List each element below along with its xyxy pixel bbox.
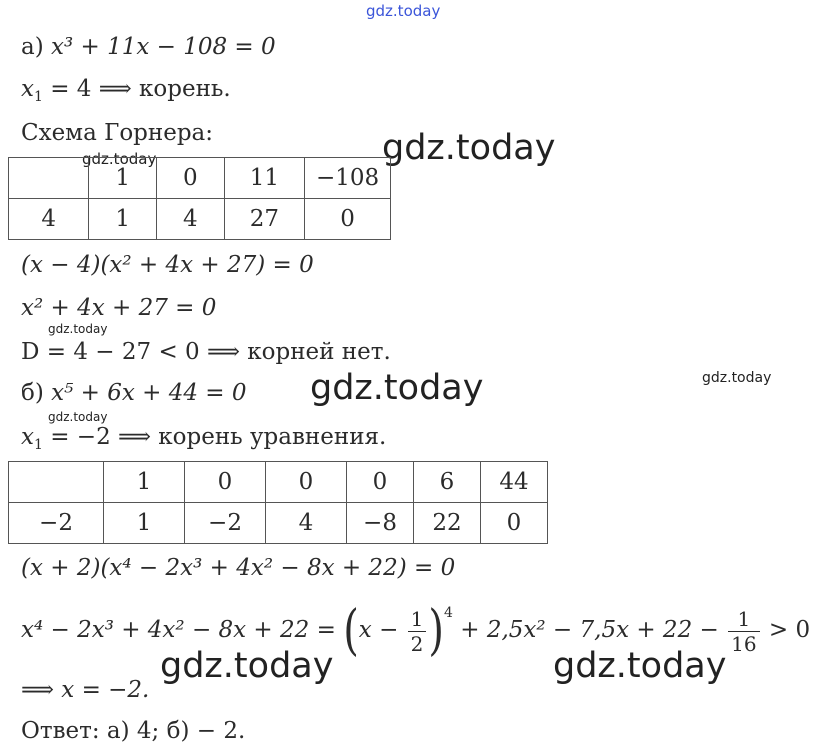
answer-line: Ответ: а) 4; б) − 2. [21, 718, 246, 744]
watermark-top: gdz.today [366, 2, 441, 20]
table-cell [9, 462, 104, 503]
part-b-conclusion: ⟹ x = −2. [21, 677, 150, 703]
table-row [9, 199, 391, 240]
part-a-quadratic: x² + 4x + 27 = 0 [21, 295, 217, 321]
left-paren: ( [343, 599, 359, 663]
fraction-numerator: 1 [408, 607, 427, 632]
fraction-numerator: 1 [728, 607, 759, 632]
table-cell: 27 [224, 199, 305, 240]
watermark-small: gdz.today [48, 322, 108, 336]
table-cell: −2 [9, 503, 104, 544]
part-a-discriminant: D = 4 − 27 < 0 ⟹ корней нет. [21, 339, 391, 365]
table-cell: 22 [414, 503, 481, 544]
part-b-equation-line [21, 378, 247, 408]
table-cell: 0 [185, 462, 266, 503]
table-cell: 1 [89, 199, 157, 240]
table-cell: 0 [305, 199, 391, 240]
estimate-left: x⁴ − 2x³ + 4x² − 8x + 22 = [21, 617, 344, 643]
table-row [9, 462, 548, 503]
table-cell: 4 [157, 199, 225, 240]
horner-table-b [8, 461, 548, 544]
table-row [9, 158, 391, 199]
estimate-paren-inner: x − [358, 617, 406, 643]
table-cell: 0 [157, 158, 225, 199]
table-cell: 44 [481, 462, 548, 503]
part-a-label: а) [21, 34, 44, 60]
power-exponent: 4 [444, 605, 453, 621]
part-b-equation: x⁵ + 6x + 44 = 0 [51, 380, 247, 406]
estimate-end: > 0 [761, 617, 811, 643]
estimate-mid: + 2,5x² − 7,5x + 22 − [452, 617, 727, 643]
table-cell: 11 [224, 158, 305, 199]
table-cell: 0 [266, 462, 347, 503]
table-cell: −2 [185, 503, 266, 544]
table-cell [9, 158, 89, 199]
table-cell: 4 [266, 503, 347, 544]
watermark-big: gdz.today [310, 368, 484, 408]
table-cell: 4 [9, 199, 89, 240]
table-cell: 1 [104, 462, 185, 503]
fraction-denominator: 16 [731, 631, 757, 656]
part-b-estimate [21, 599, 811, 663]
table-cell: 0 [347, 462, 414, 503]
part-b-root-line [21, 422, 386, 452]
table-cell: −108 [305, 158, 391, 199]
root-variable: x [21, 424, 34, 450]
watermark-big: gdz.today [160, 646, 334, 686]
root-text: = −2 ⟹ корень уравнения. [42, 424, 387, 450]
root-variable: x [21, 76, 34, 102]
table-cell: 0 [481, 503, 548, 544]
watermark-big: gdz.today [382, 128, 556, 168]
root-subscript: 1 [33, 437, 43, 453]
fraction-half [408, 607, 427, 656]
fraction-denominator: 2 [410, 631, 424, 656]
part-b-label: б) [21, 380, 44, 406]
table-cell: 1 [89, 158, 157, 199]
right-paren: ) [428, 599, 445, 663]
watermark-small: gdz.today [702, 370, 772, 386]
root-subscript: 1 [33, 89, 43, 105]
table-cell: 6 [414, 462, 481, 503]
root-text: = 4 ⟹ корень. [42, 76, 231, 102]
part-b-factored: (x + 2)(x⁴ − 2x³ + 4x² − 8x + 22) = 0 [21, 555, 456, 581]
part-a-factored: (x − 4)(x² + 4x + 27) = 0 [21, 252, 314, 278]
table-cell: −8 [347, 503, 414, 544]
table-row [9, 503, 548, 544]
horner-scheme-title: Схема Горнера: [21, 120, 214, 146]
horner-table-a [8, 157, 391, 240]
part-a-equation-line [21, 32, 276, 62]
part-a-root-line [21, 74, 231, 104]
fraction-sixteenth [728, 607, 759, 656]
watermark-small: gdz.today [48, 410, 108, 424]
watermark-big: gdz.today [553, 646, 727, 686]
table-cell: 1 [104, 503, 185, 544]
watermark-small: gdz.today [82, 150, 157, 168]
part-a-equation: x³ + 11x − 108 = 0 [51, 34, 276, 60]
